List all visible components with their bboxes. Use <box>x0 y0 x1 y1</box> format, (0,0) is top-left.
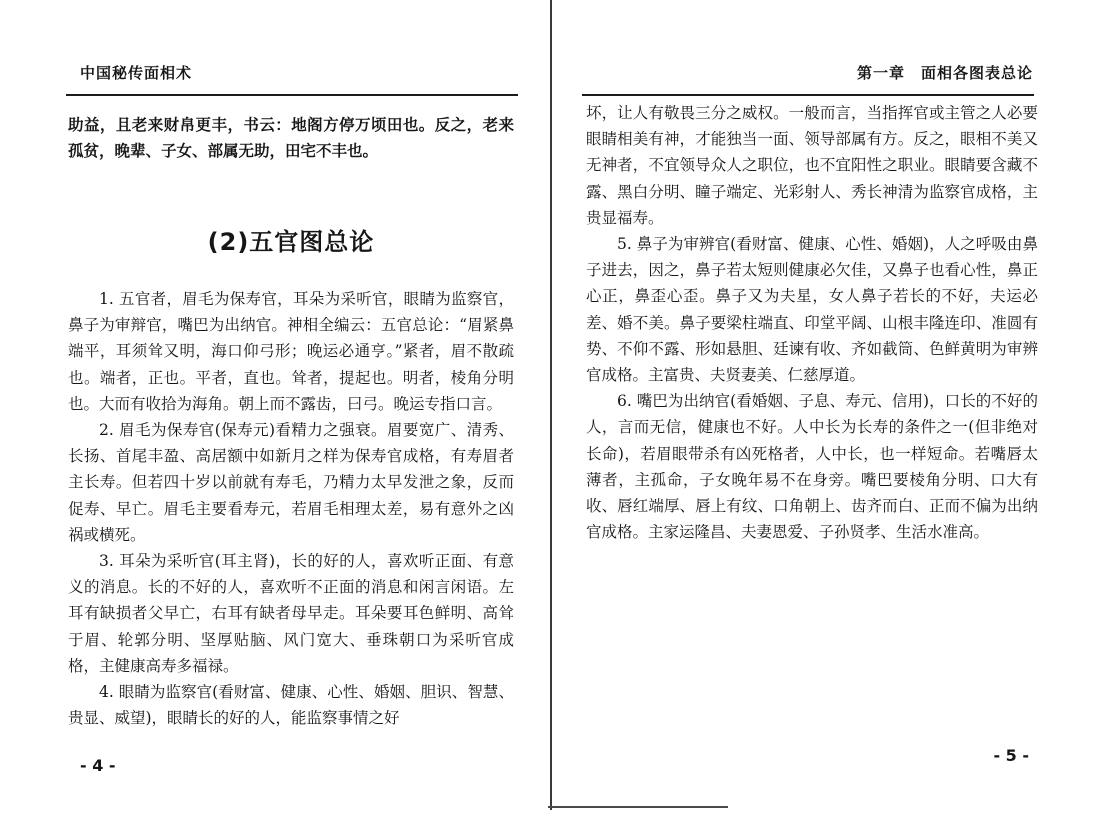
paragraph-eyes-continued: 坏，让人有敬畏三分之威权。一般而言，当指挥官或主管之人必要眼睛相美有神，才能独当一面、领导部属有方。反之，眼相不美又无神者，不宜领导众人之职位，也不宜阳性之职业。眼睛要含藏不露、黑白分明、瞳子端定、光彩射人、秀长神清为监察官成格，主贵显福寿。 <box>586 104 1038 227</box>
left-page-number: - 4 - <box>80 756 116 775</box>
paragraph-five-organs: 1. 五官者，眉毛为保寿官，耳朵为采听官，眼睛为监察官，鼻子为审辩官，嘴巴为出纳官。神相全编云：五官总论：“眉紧鼻端平，耳须耸又明，海口仰弓形；晚运必通亨。”紧者，眉不散疏也。端者，正也。平者，直也。耸者，提起也。明者，棱角分明也。大而有收拾为海角。朝上而不露齿，曰弓。晚运专指口言。 <box>68 290 514 413</box>
paragraph-nose: 5. 鼻子为审辨官(看财富、健康、心性、婚姻)，人之呼吸由鼻子进去，因之，鼻子若太短则健康必欠佳，又鼻子也看心性，鼻正心正，鼻歪心歪。鼻子又为夫星，女人鼻子若长的不好，夫运必差、婚不美。鼻子要梁柱端直、印堂平阔、山根丰隆连印、准圆有势、不仰不露、形如悬胆、廷谏有收、齐如截筒、色鲜黄明为审辨官成格。主富贵、夫贤妻美、仁慈厚道。 <box>586 235 1038 385</box>
left-page <box>0 0 552 817</box>
right-header-rule <box>582 94 1034 96</box>
paragraph-mouth: 6. 嘴巴为出纳官(看婚姻、子息、寿元、信用)，口长的不好的人，言而无信，健康也不好。人中长为长寿的条件之一(但非绝对长命)，若眉眼带杀有凶死格者，人中长，也一样短命。若嘴唇太薄者，主孤命，子女晚年易不在身旁。嘴巴要棱角分明、口大有收、唇红端厚、唇上有纹、口角朝上、齿齐而白、正而不偏为出纳官成格。主家运隆昌、夫妻恩爱、子孙贤孝、生活水准高。 <box>586 392 1038 542</box>
right-page-number: - 5 - <box>993 746 1029 765</box>
paragraph-eyebrows: 2. 眉毛为保寿官(保寿元)看精力之强衰。眉要宽广、清秀、长扬、首尾丰盈、高居额中如新月之样为保寿官成格，有寿眉者主长寿。但若四十岁以前就有寿毛，乃精力太早发泄之象，反而促寿、早亡。眉毛主要看寿元，若眉毛相理太差，易有意外之凶祸或横死。 <box>68 421 514 544</box>
left-running-head: 中国秘传面相术 <box>80 64 193 82</box>
right-page <box>552 0 1107 817</box>
left-intro-block <box>68 112 514 164</box>
paragraph-eyes-start: 4. 眼睛为监察官(看财富、健康、心性、婚姻、胆识、智慧、贵显、威望)，眼睛长的好的人，能监察事情之好 <box>68 683 514 728</box>
section-title: (2)五官图总论 <box>207 228 375 256</box>
left-intro-paragraph: 助益，且老来财帛更丰，书云：地阁方停万顷田也。反之，老来孤贫，晚辈、子女、部属无助，田宅不丰也。 <box>68 115 514 161</box>
left-header-rule <box>66 94 518 96</box>
right-running-head: 第一章 面相各图表总论 <box>856 64 1033 82</box>
left-body-text <box>68 286 514 731</box>
paragraph-ears: 3. 耳朵为采听官(耳主肾)，长的好的人，喜欢听正面、有意义的消息。长的不好的人，喜欢听不正面的消息和闲言闲语。左耳有缺损者父早亡，右耳有缺者母早走。耳朵要耳色鲜明、高耸于眉、轮郭分明、坚厚贴脑、风门宽大、垂珠朝口为采听官成格，主健康高寿多福禄。 <box>68 552 514 675</box>
right-body-text <box>586 100 1038 545</box>
